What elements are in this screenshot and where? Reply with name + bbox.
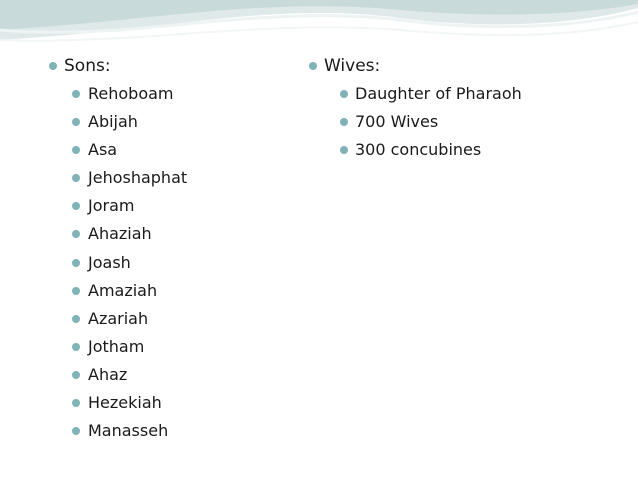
sons-heading-row	[0, 52, 300, 80]
bullet-icon	[340, 118, 348, 126]
list-item	[0, 417, 300, 445]
son-name: Ahaziah	[88, 224, 152, 244]
list-item	[0, 305, 300, 333]
bullet-icon	[72, 315, 80, 323]
list-item	[0, 108, 300, 136]
list-item	[0, 192, 300, 220]
list-item	[0, 277, 300, 305]
bullet-icon	[72, 427, 80, 435]
bullet-icon	[72, 146, 80, 154]
son-name: Azariah	[88, 308, 149, 328]
wives-column	[300, 52, 630, 164]
bullet-icon	[72, 118, 80, 126]
wives-heading: Wives:	[324, 56, 381, 76]
bullet-icon	[340, 146, 348, 154]
wife-entry: 300 concubines	[355, 140, 482, 160]
list-item	[300, 136, 630, 164]
bullet-icon	[72, 343, 80, 351]
list-item	[300, 108, 630, 136]
bullet-icon	[309, 62, 317, 70]
list-item	[0, 164, 300, 192]
bullet-icon	[72, 202, 80, 210]
bullet-icon	[72, 371, 80, 379]
list-item	[0, 80, 300, 108]
wives-heading-row	[300, 52, 630, 80]
wife-entry: Daughter of Pharaoh	[355, 84, 522, 103]
bullet-icon	[72, 230, 80, 238]
son-name: Rehoboam	[88, 84, 174, 103]
son-name: Jotham	[88, 336, 145, 356]
wife-entry: 700 Wives	[355, 112, 439, 132]
son-name: Joash	[88, 252, 131, 272]
bullet-icon	[72, 399, 80, 407]
bullet-icon	[72, 287, 80, 295]
list-item	[0, 361, 300, 389]
bullet-icon	[72, 90, 80, 98]
bullet-icon	[340, 90, 348, 98]
son-name: Manasseh	[88, 421, 169, 441]
bullet-icon	[49, 62, 57, 70]
son-name: Amaziah	[88, 280, 158, 300]
list-item	[0, 389, 300, 417]
son-name: Asa	[88, 140, 118, 160]
son-name: Abijah	[88, 112, 138, 132]
list-item	[0, 220, 300, 248]
son-name: Hezekiah	[88, 393, 162, 413]
son-name: Ahaz	[88, 364, 128, 384]
son-name: Jehoshaphat	[88, 168, 188, 188]
list-item	[300, 80, 630, 108]
bullet-icon	[72, 259, 80, 267]
list-item	[0, 333, 300, 361]
sons-heading: Sons:	[64, 56, 111, 76]
list-item	[0, 136, 300, 164]
bullet-icon	[72, 174, 80, 182]
list-item	[0, 249, 300, 277]
son-name: Joram	[88, 196, 135, 216]
sons-column	[0, 52, 300, 445]
